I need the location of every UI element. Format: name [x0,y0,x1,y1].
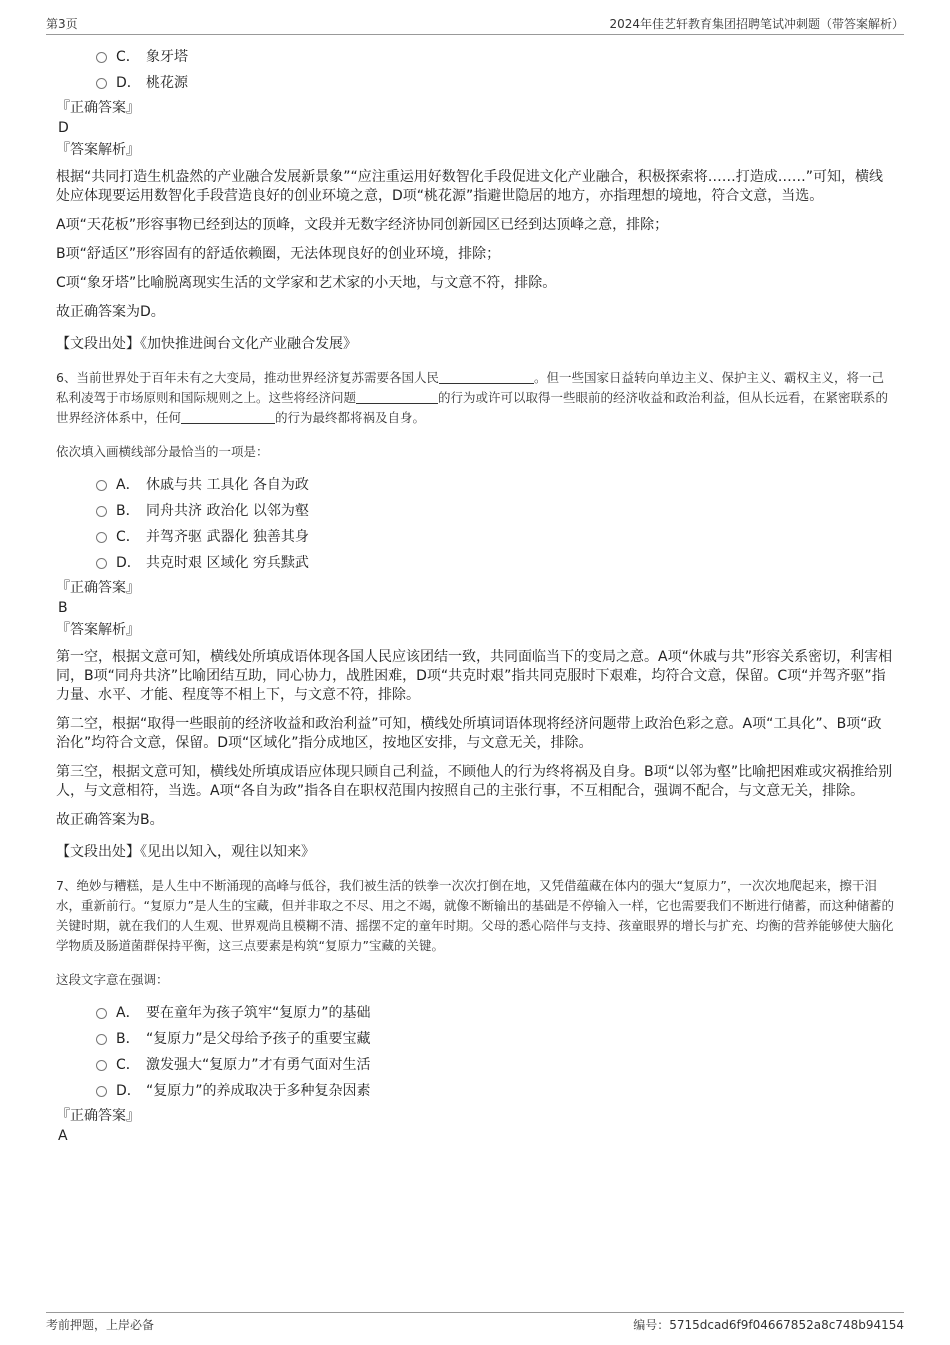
page-content [56,44,894,1146]
q5-option-c[interactable] [56,44,894,70]
q6-text-part: 。但一些国家日益转向单边主义、保护主义、霸权主义，将一己私利凌驾于市场原则和国际规则之上。这些将经济问题 [56,370,884,405]
q6-answer-label: 『正确答案』 [56,580,140,596]
option-letter: A． [116,477,140,493]
option-text: 并驾齐驱 武器化 独善其身 [146,529,309,545]
q6-analysis-paragraph: 第三空，根据文意可知，横线处所填成语应体现只顾自己利益，不顾他人的行为终将祸及自身。B项“以邻为壑”比喻把困难或灾祸推给别人，与文意相符，当选。A项“各自为政”指各自在职权范围内按照自己的主张行事，不互相配合，强调不配合，与文意无关，排除。 [56,764,893,799]
option-text: 共克时艰 区域化 穷兵黩武 [146,555,309,571]
q7-option-a[interactable] [56,1000,894,1026]
option-text: 要在童年为孩子筑牢“复原力”的基础 [146,1005,371,1021]
option-text: “复原力”是父母给予孩子的重要宝藏 [146,1031,371,1047]
q7-option-c[interactable] [56,1052,894,1078]
q6-option-a[interactable] [56,472,894,498]
document-title: 2024年佳艺轩教育集团招聘笔试冲刺题（带答案解析） [609,17,904,31]
q6-option-c[interactable] [56,524,894,550]
q5-answer: D [58,120,69,136]
document-code: 编号：5715dcad6f9f04667852a8c748b94154 [633,1318,904,1332]
q5-analysis-paragraph: 故正确答案为D。 [56,304,165,320]
radio-button-icon[interactable] [96,480,107,491]
option-text: 休戚与共 工具化 各自为政 [146,477,309,493]
q5-option-d[interactable] [56,70,894,96]
q7-option-b[interactable] [56,1026,894,1052]
radio-button-icon[interactable] [96,1008,107,1019]
q7-prompt: 这段文字意在强调： [56,972,169,987]
q7-answer: A [58,1128,68,1144]
option-letter: C． [116,1057,140,1073]
footer-slogan: 考前押题，上岸必备 [46,1318,155,1332]
option-letter: D． [116,75,141,91]
q6-option-b[interactable] [56,498,894,524]
q5-analysis-label: 『答案解析』 [56,142,140,158]
option-text: 激发强大“复原力”才有勇气面对生活 [146,1057,371,1073]
page-number: 第3页 [46,17,78,31]
page-header [46,14,904,35]
page-footer [46,1312,904,1337]
q6-analysis-paragraph: 故正确答案为B。 [56,812,164,828]
q5-answer-label: 『正确答案』 [56,100,140,116]
radio-button-icon[interactable] [96,532,107,543]
option-letter: C． [116,529,140,545]
q6-source: 【文段出处】《见出以知入，观往以知来》 [56,844,315,860]
option-letter: D． [116,1083,141,1099]
radio-button-icon[interactable] [96,1034,107,1045]
q7-option-d[interactable] [56,1078,894,1104]
radio-button-icon[interactable] [96,506,107,517]
q7-question-text: 7、绝妙与糟糕，是人生中不断涌现的高峰与低谷，我们被生活的铁拳一次次打倒在地，又凭借蕴藏在体内的强大“复原力”，一次次地爬起来，擦干泪水，重新前行。“复原力”是人生的宝藏，但并非取之不尽、用之不竭，就像不断输出的基础是不停输入一样，它也需要我们不断进行储蓄，而这种储蓄的关键时期，就在我们的人生观、世界观尚且模糊不清、摇摆不定的童年时期。父母的悉心陪伴与支持、孩童眼界的增长与扩充、均衡的营养能够使大脑化学物质及肠道菌群保持平衡，这三点要素是构筑“复原力”宝藏的关键。 [56,878,894,953]
radio-button-icon[interactable] [96,1060,107,1071]
option-letter: D． [116,555,141,571]
radio-button-icon[interactable] [96,558,107,569]
q6-text-part: 6、当前世界处于百年未有之大变局，推动世界经济复苏需要各国人民 [56,370,439,385]
q6-analysis-paragraph: 第二空，根据“取得一些眼前的经济收益和政治利益”可知，横线处所填词语体现将经济问题带上政治色彩之意。A项“工具化”、B项“政治化”均符合文意，保留。D项“区域化”指分成地区，按地区安排，与文意无关，排除。 [56,716,882,751]
q6-text-part: 的行为最终都将祸及自身。 [275,410,426,425]
radio-button-icon[interactable] [96,1086,107,1097]
option-text: “复原力”的养成取决于多种复杂因素 [146,1083,371,1099]
option-letter: B． [116,1031,140,1047]
option-letter: C． [116,49,140,65]
option-text: 同舟共济 政治化 以邻为壑 [146,503,309,519]
q6-analysis-label: 『答案解析』 [56,622,140,638]
option-text: 桃花源 [146,75,188,91]
option-letter: A． [116,1005,140,1021]
q6-text-part: 的行为或许可以取得一些眼前的经济收益和政治利益，但从长远看，在紧密联系的世界经济体系中，任何 [56,390,889,425]
q5-analysis-paragraph: B项“舒适区”形容固有的舒适依赖圈，无法体现良好的创业环境，排除； [56,246,501,262]
q6-analysis-paragraph: 第一空，根据文意可知，横线处所填成语体现各国人民应该团结一致，共同面临当下的变局之意。A项“休戚与共”形容关系密切，利害相同，B项“同舟共济”比喻团结互助，同心协力，战胜困难，D项“共克时艰”指共同克服时下艰难，均符合文意，保留。C项“并驾齐驱”指力量、水平、才能、程度等不相上下，与文意不符，排除。 [56,649,893,703]
fill-blank [181,410,275,424]
fill-blank [439,370,534,384]
radio-button-icon[interactable] [96,78,107,89]
q7-answer-label: 『正确答案』 [56,1108,140,1124]
q6-prompt: 依次填入画横线部分最恰当的一项是： [56,444,269,459]
q6-option-d[interactable] [56,550,894,576]
q6-options [56,472,894,576]
q5-source: 【文段出处】《加快推进闽台文化产业融合发展》 [56,336,357,352]
q7-options [56,1000,894,1104]
radio-button-icon[interactable] [96,52,107,63]
option-text: 象牙塔 [146,49,188,65]
q5-analysis-paragraph: 根据“共同打造生机盎然的产业融合发展新景象”“应注重运用好数智化手段促进文化产业融合，积极探索将……打造成……”可知，横线处应体现要运用数智化手段营造良好的创业环境之意，D项“桃花源”指避世隐居的地方，亦指理想的境地，符合文意，当选。 [56,169,884,204]
q5-analysis-paragraph: C项“象牙塔”比喻脱离现实生活的文学家和艺术家的小天地，与文意不符，排除。 [56,275,557,291]
q6-answer: B [58,600,68,616]
fill-blank [356,390,438,404]
option-letter: B． [116,503,140,519]
q5-analysis-paragraph: A项“天花板”形容事物已经到达的顶峰，文段并无数字经济协同创新园区已经到达顶峰之意，排除； [56,217,669,233]
q6-question-text [56,368,894,428]
